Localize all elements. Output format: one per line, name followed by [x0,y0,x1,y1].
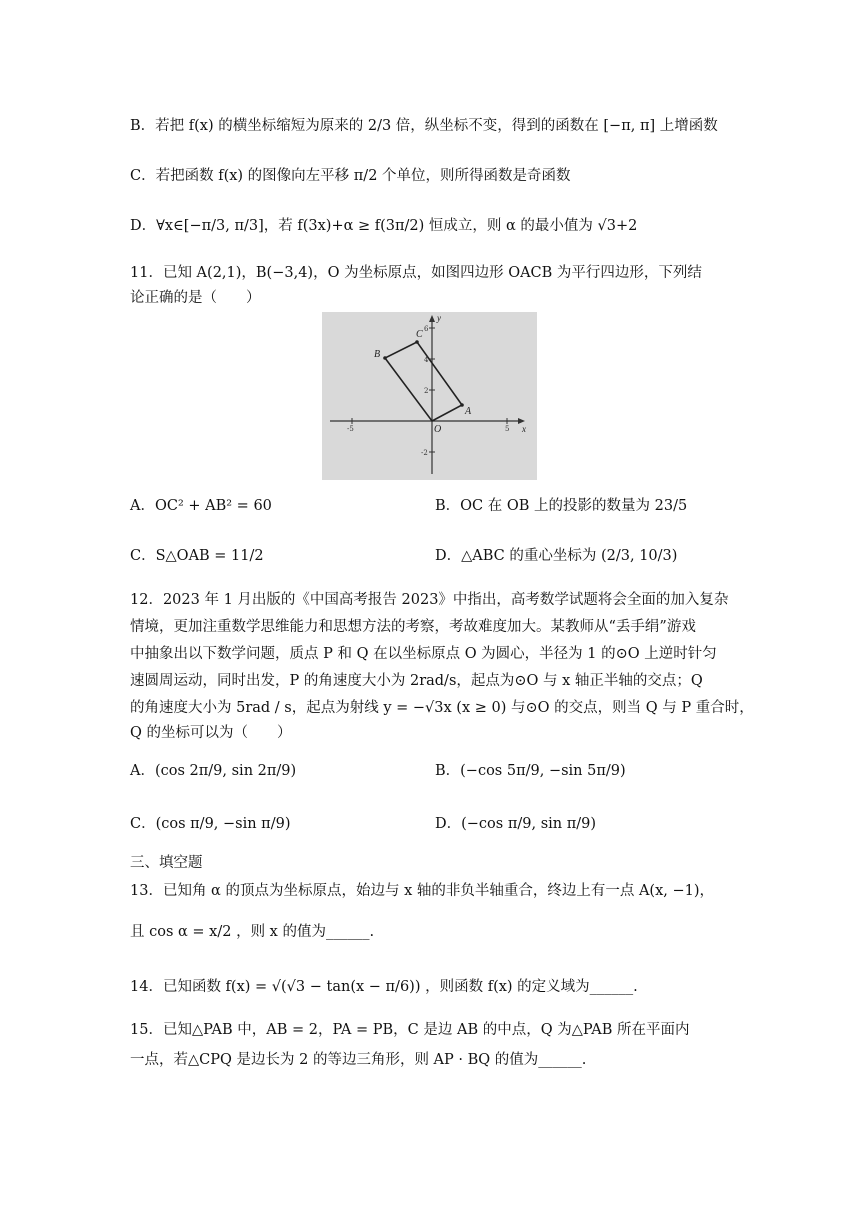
q10-option-b: B．若把 f(x) 的横坐标缩短为原来的 2/3 倍，纵坐标不变，得到的函数在 [−π, π] 上增函数 [130,118,718,134]
q11-stem-line1: 11．已知 A(2,1)，B(−3,4)，O 为坐标原点，如图四边形 OACB 为平行四边形，下列结 [130,265,702,281]
tick-label-y2: 2 [424,387,429,395]
x-axis-label: x [522,424,526,434]
section-heading-fill-in: 三、填空题 [130,855,203,871]
y-axis-label: y [437,313,441,323]
point-c-label: C [416,329,423,340]
q11-option-a: A．OC² + AB² = 60 [130,498,272,514]
q12-line2: 情境，更加注重数学思维能力和思想方法的考察，考故难度加大。某教师从“丢手绢”游戏 [130,619,696,635]
tick-label-yneg: -2 [421,449,428,457]
q12-line1: 12．2023 年 1 月出版的《中国高考报告 2023》中指出，高考数学试题将会全面的加入复杂 [130,592,729,608]
q14-text: 14．已知函数 f(x) = √(√3 − tan(x − π/6)) ，则函数 f(x) 的定义域为______. [130,979,638,995]
q11-option-d: D．△ABC 的重心坐标为 (2/3, 10/3) [435,548,678,564]
q10-option-c: C．若把函数 f(x) 的图像向左平移 π/2 个单位，则所得函数是奇函数 [130,168,571,184]
q12-option-d: D．(−cos π/9, sin π/9) [435,816,597,832]
q12-line6: Q 的坐标可以为（ ） [130,725,292,741]
q11-option-c: C．S△OAB = 11/2 [130,548,264,564]
tick-label-xneg: -5 [347,425,354,433]
q15-line1: 15．已知△PAB 中，AB = 2，PA = PB，C 是边 AB 的中点，Q 为△PAB 所在平面内 [130,1022,690,1038]
q12-option-b: B．(−cos 5π/9, −sin 5π/9) [435,763,626,779]
point-a-label: A [465,406,472,417]
tick-label-y4: 4 [424,356,429,364]
point-b-label: B [374,349,381,360]
q10-option-d: D．∀x∈[−π/3, π/3]，若 f(3x)+α ≥ f(3π/2) 恒成立，则 α 的最小值为 √3+2 [130,218,638,234]
q12-line5: 的角速度大小为 5rad / s，起点为射线 y = −√3x (x ≥ 0) 与⊙O 的交点，则当 Q 与 P 重合时， [130,700,754,716]
origin-label: O [434,424,442,435]
tick-label-y6: 6 [424,325,429,333]
q12-option-c: C．(cos π/9, −sin π/9) [130,816,291,832]
q11-option-b: B．OC 在 OB 上的投影的数量为 23/5 [435,498,688,514]
tick-label-xpos: 5 [505,425,510,433]
q12-line4: 速圆周运动，同时出发，P 的角速度大小为 2rad/s，起点为⊙O 与 x 轴正半轴的交点；Q [130,673,703,689]
q13-line2: 且 cos α = x/2 ，则 x 的值为______. [130,924,375,940]
q12-option-a: A．(cos 2π/9, sin 2π/9) [130,763,297,779]
q11-stem-line2: 论正确的是（ ） [130,290,261,306]
coordinate-plane-svg [322,312,537,480]
q13-line1: 13．已知角 α 的顶点为坐标原点，始边与 x 轴的非负半轴重合，终边上有一点 A(x, −1)， [130,883,715,899]
q12-line3: 中抽象出以下数学问题，质点 P 和 Q 在以坐标原点 O 为圆心，半径为 1 的⊙O 上逆时针匀 [130,646,717,662]
q11-parallelogram-figure [322,312,537,480]
q15-line2: 一点，若△CPQ 是边长为 2 的等边三角形，则 AP · BQ 的值为______. [130,1052,587,1068]
